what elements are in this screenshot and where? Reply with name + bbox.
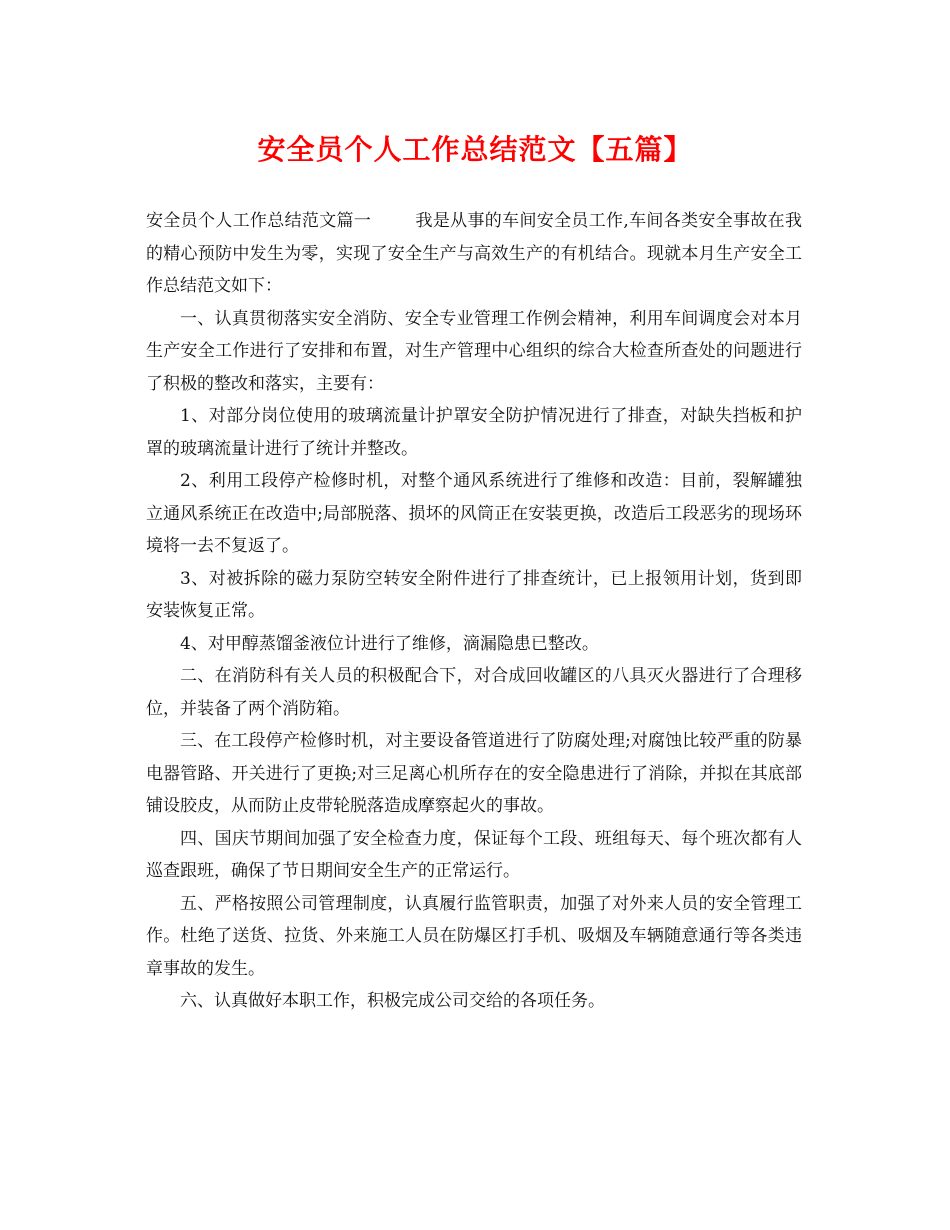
intro-paragraph xyxy=(146,205,802,303)
document-body xyxy=(146,205,802,1018)
paragraph-item-10: 六、认真做好本职工作，积极完成公司交给的各项任务。 xyxy=(180,991,605,1011)
paragraph-item-2: 1、对部分岗位使用的玻璃流量计护罩安全防护情况进行了排查，对缺失挡板和护罩的玻璃流量计进行了统计并整改。 xyxy=(146,406,802,459)
paragraph-item-6: 二、在消防科有关人员的积极配合下，对合成回收罐区的八具灭火器进行了合理移位，并装备了两个消防箱。 xyxy=(146,666,802,719)
intro-heading: 安全员个人工作总结范文篇一 xyxy=(146,211,372,231)
paragraph-item-9: 五、严格按照公司管理制度，认真履行监管职责，加强了对外来人员的安全管理工作。杜绝了送货、拉货、外来施工人员在防爆区打手机、吸烟及车辆随意通行等各类违章事故的发生。 xyxy=(146,893,802,979)
paragraph-item-7: 三、在工段停产检修时机，对主要设备管道进行了防腐处理;对腐蚀比较严重的防暴电器管路、开关进行了更换;对三足离心机所存在的安全隐患进行了消除，并拟在其底部铺设胶皮，从而防止皮带轮脱落造成摩察起火的事故。 xyxy=(146,731,802,816)
document-title: 安全员个人工作总结范文【五篇】 xyxy=(257,133,693,166)
paragraph-item-8: 四、国庆节期间加强了安全检查力度，保证每个工段、班组每天、每个班次都有人巡查跟班，确保了节日期间安全生产的正常运行。 xyxy=(146,828,802,881)
paragraph-item-5: 4、对甲醇蒸馏釜液位计进行了维修，滴漏隐患已整改。 xyxy=(180,633,599,654)
paragraph-item-4: 3、对被拆除的磁力泵防空转安全附件进行了排查统计，已上报领用计划，货到即安装恢复正常。 xyxy=(146,568,802,621)
paragraph-item-1: 一、认真贯彻落实安全消防、安全专业管理工作例会精神，利用车间调度会对本月生产安全工作进行了安排和布置，对生产管理中心组织的综合大检查所查处的问题进行了积极的整改和落实，主要有： xyxy=(146,308,802,394)
paragraph-item-3: 2、利用工段停产检修时机，对整个通风系统进行了维修和改造：目前，裂解罐独立通风系统正在改造中;局部脱落、损坏的风筒正在安装更换，改造后工段恶劣的现场环境将一去不复返了。 xyxy=(146,471,802,556)
intro-text: 我是从事的车间安全员工作,车间各类安全事故在我的精心预防中发生为零，实现了安全生产与高效生产的有机结合。现就本月生产安全工作总结范文如下： xyxy=(146,211,802,296)
